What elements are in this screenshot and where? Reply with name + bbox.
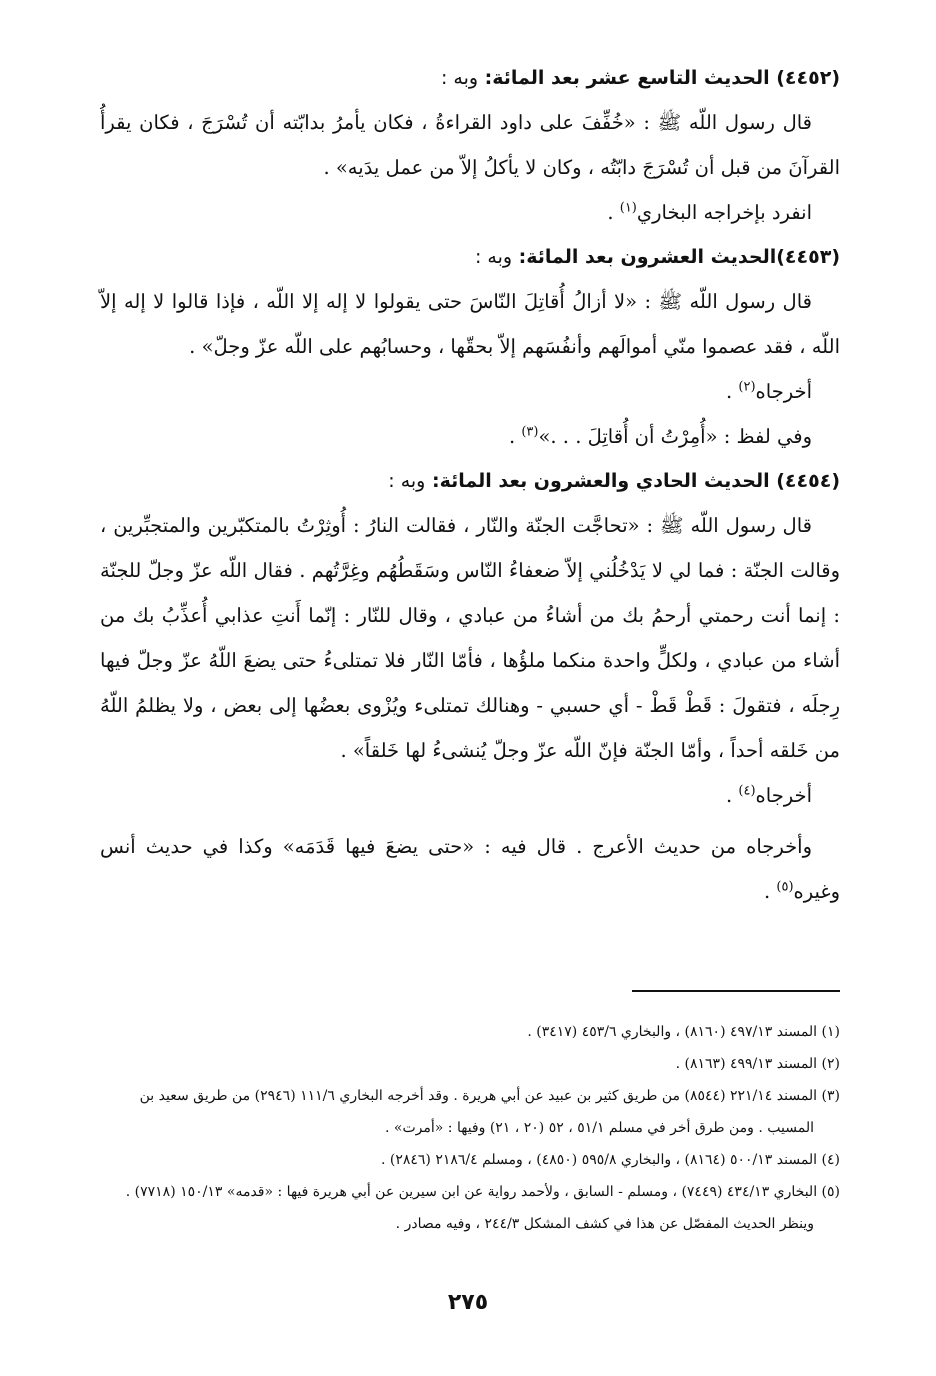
hadith-number: (٤٤٥٤) (776, 470, 840, 492)
hadith-source-note (100, 773, 840, 818)
hadith-title: الحديث التاسع عشر بعد المائة: (478, 67, 777, 89)
note-text: أخرجاه (755, 784, 812, 807)
note-end: . (607, 201, 620, 224)
hadith-text: قال رسول اللّه ﷺ : «لا أزالُ أُقاتِلَ النّاسَ حتى يقولوا لا إله إلا اللّه ، فإذا قالوا لا إله إلاّ اللّه ، فقد عصموا منّي أموالَهم وأنفُسَهم إلاّ بحقّها ، وحسابُهم على اللّه عزّ وجلّ» . (100, 290, 840, 358)
footnote-ref[interactable]: (٢) (738, 379, 756, 395)
hadith-number: (٤٤٥٢) (776, 67, 840, 89)
note-end: . (508, 425, 522, 448)
footnote-ref[interactable]: (١) (619, 200, 637, 216)
footnote-ref[interactable]: (٣) (521, 424, 539, 440)
footnote: (٥) البخاري ٤٣٤/١٣ (٧٤٤٩) ، ومسلم - السابق ، ولأحمد رواية عن ابن سيرين عن أبي هريرة فيها : «قدمه» ١٥٠/١٣ (٧٧١٨) . وينظر الحديث المفصّل عن هذا في كشف المشكل ٢٤٤/٣ ، وفيه مصادر . (125, 1184, 840, 1232)
footnote-ref[interactable]: (٥) (776, 879, 794, 895)
hadith-number: (٤٤٥٣) (776, 246, 840, 268)
hadith-variant-note (100, 414, 840, 459)
hadith-chain: وبه : (388, 470, 426, 492)
footnotes (100, 1016, 840, 1240)
note-text: وفي لفظ : «أُمِرْتُ أن أُقاتِلَ . . .» (538, 425, 812, 448)
hadith-heading (100, 465, 840, 497)
hadith-heading (100, 62, 840, 94)
hadith-source-note (100, 190, 840, 235)
hadith-text: قال رسول اللّه ﷺ : «خُفِّفَ على داود القراءةُ ، فكان يأمرُ بدابّته أن تُسْرَجَ ، فكان يقرأُ القرآنَ من قبل أن تُسْرَجَ دابّتُه ، وكان لا يأكلُ إلاّ من عمل يدَيه» . (100, 111, 840, 179)
note-end: . (726, 380, 739, 403)
hadith-4452 (100, 62, 840, 235)
closing-text: وأخرجاه من حديث الأعرج . قال فيه : «حتى يضعَ فيها قَدَمَه» وكذا في حديث أنس وغيره (100, 835, 840, 903)
footnote: (٣) المسند ٢٢١/١٤ (٨٥٤٤) من طريق كثير بن عبيد عن أبي هريرة . وقد أخرجه البخاري ١١١/٦ (٢٩٤٦) من طريق سعيد بن المسيب . ومن طرق أخر في مسلم ٥١/١ ، ٥٢ (٢٠ ، ٢١) وفيها : «أمرت» . (139, 1088, 840, 1136)
footnote: (١) المسند ٤٩٧/١٣ (٨١٦٠) ، والبخاري ٤٥٣/٦ (٣٤١٧) . (527, 1024, 840, 1040)
footnote-divider (632, 990, 840, 992)
hadith-chain: وبه : (474, 246, 513, 268)
hadith-4454 (100, 465, 840, 818)
hadith-title: الحديث الحادي والعشرون بعد المائة: (425, 470, 777, 492)
note-text: انفرد بإخراجه البخاري (636, 201, 812, 224)
page-number: ٢٧٥ (447, 1290, 489, 1315)
hadith-source-note (100, 369, 840, 414)
footnote: (٢) المسند ٤٩٩/١٣ (٨١٦٣) . (675, 1056, 840, 1072)
closing-end: . (763, 880, 777, 903)
hadith-chain: وبه : (440, 67, 479, 89)
hadith-text: قال رسول اللّه ﷺ : «تحاجَّت الجنّة والنّار ، فقالت النارُ : أُوثِرْتُ بالمتكبّرين والمتجبِّرين ، وقالت الجنّة : فما لي لا يَدْخُلُني إلاّ ضعفاءُ النّاس وسَقَطُهُم وغِرَّتُهم . فقال اللّه عزّ وجلّ للجنّة : إنما أنت رحمتي أرحمُ بك من أشاءُ من عبادي ، وقال للنّار : إنّما أَنتِ عذابي أُعذِّبُ بك من أشاء من عبادي ، ولكلٍّ واحدة منكما ملؤُها ، فأمّا النّار فلا تمتلىءُ حتى يضعَ اللّهُ عزّ وجلّ فيها رِجلَه ، فتقولَ : قَطْ قَطْ - أي حسبي - وهنالك تمتلىء ويُزْوى بعضُها إلى بعض ، ولا يظلمُ اللّهُ من خَلقه أحداً ، وأمّا الجنّة فإنّ اللّه عزّ وجلّ يُنشىءُ لها خَلقاً» . (100, 514, 840, 762)
note-text: أخرجاه (755, 380, 812, 403)
footnote-ref[interactable]: (٤) (738, 783, 756, 799)
hadith-title: الحديث العشرون بعد المائة: (512, 246, 777, 268)
closing-paragraph (100, 824, 840, 914)
hadith-4453 (100, 241, 840, 459)
hadith-heading (100, 241, 840, 273)
note-end: . (726, 784, 739, 807)
footnote: (٤) المسند ٥٠٠/١٣ (٨١٦٤) ، والبخاري ٥٩٥/٨ (٤٨٥٠) ، ومسلم ٢١٨٦/٤ (٢٨٤٦) . (380, 1152, 840, 1168)
main-text (100, 62, 840, 914)
